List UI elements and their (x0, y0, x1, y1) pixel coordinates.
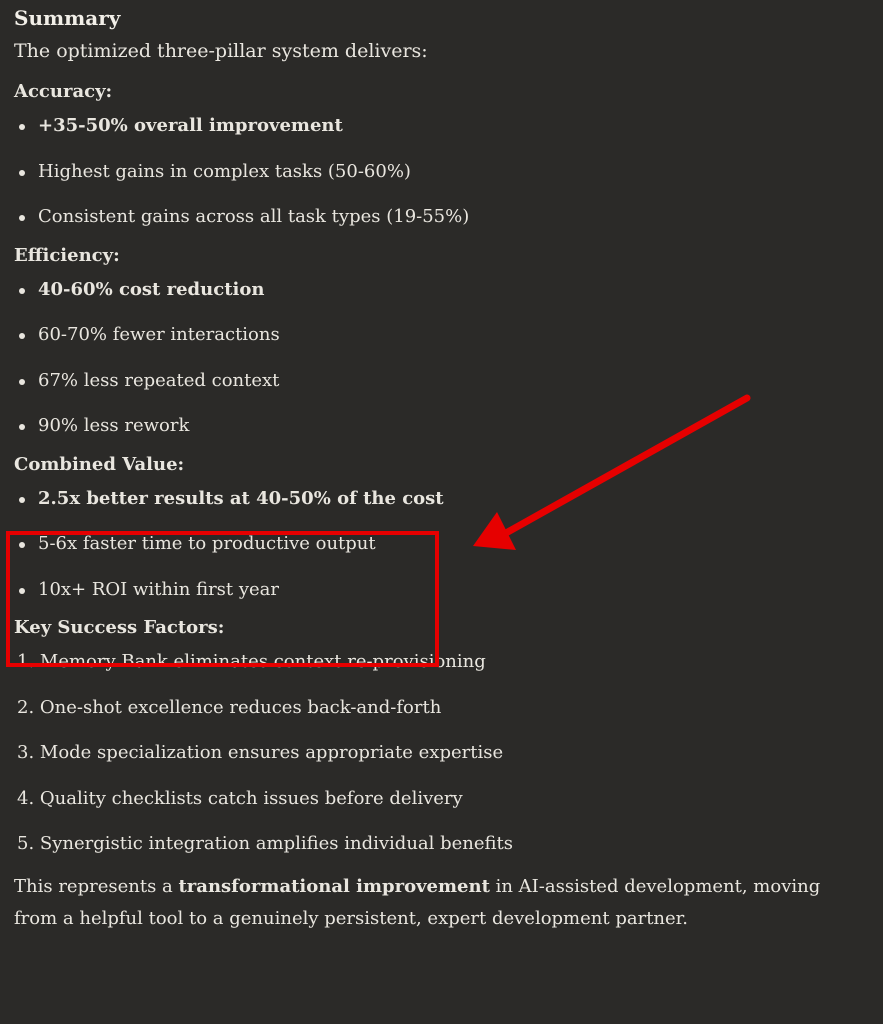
list-item: 4. Quality checklists catch issues before delivery (17, 787, 463, 809)
bullet-icon (19, 288, 25, 294)
list-item: 67% less repeated context (14, 369, 874, 393)
summary-heading: Summary (14, 6, 121, 30)
conclusion-emphasis: transformational improvement (178, 875, 490, 897)
list-item: 5. Synergistic integration amplifies individual benefits (17, 833, 514, 854)
bullet-icon (19, 215, 25, 221)
summary-intro: The optimized three-pillar system delivers: (14, 40, 428, 62)
bullet-icon (19, 424, 25, 430)
bullet-icon (19, 497, 25, 503)
list-item: 10x+ ROI within first year (14, 578, 874, 602)
accuracy-label: Accuracy: (14, 81, 113, 102)
list-item: Consistent gains across all task types (19-55%) (14, 205, 874, 229)
bullet-icon (19, 379, 25, 385)
list-item: +35-50% overall improvement (14, 114, 874, 138)
summary-content (14, 0, 874, 935)
accuracy-list (14, 114, 874, 229)
list-item: 60-70% fewer interactions (14, 323, 874, 347)
list-item: Highest gains in complex tasks (50-60%) (14, 160, 874, 184)
combined-value-label: Combined Value: (14, 453, 185, 475)
bullet-icon (19, 124, 25, 130)
key-success-factors-list (14, 650, 874, 856)
conclusion-paragraph: This represents a transformational improvement in AI-assisted development, moving from a helpful tool to a genuinely persistent, expert development partner. (14, 875, 821, 929)
highlight-box (6, 531, 439, 667)
key-success-factors-label: Key Success Factors: (14, 617, 225, 638)
list-item: 2.5x better results at 40-50% of the cost (14, 487, 874, 511)
bullet-icon (19, 170, 25, 176)
list-item: 40-60% cost reduction (14, 278, 874, 302)
list-item: 1. Memory Bank eliminates context re-provisioning (17, 651, 486, 672)
bullet-icon (19, 333, 25, 339)
list-item: 5-6x faster time to productive output (14, 532, 874, 556)
list-item: 90% less rework (14, 414, 874, 438)
efficiency-list (14, 278, 874, 439)
list-item: 3. Mode specialization ensures appropriate expertise (17, 742, 504, 763)
efficiency-label: Efficiency: (14, 244, 120, 266)
list-item: 2. One-shot excellence reduces back-and-forth (17, 696, 442, 718)
